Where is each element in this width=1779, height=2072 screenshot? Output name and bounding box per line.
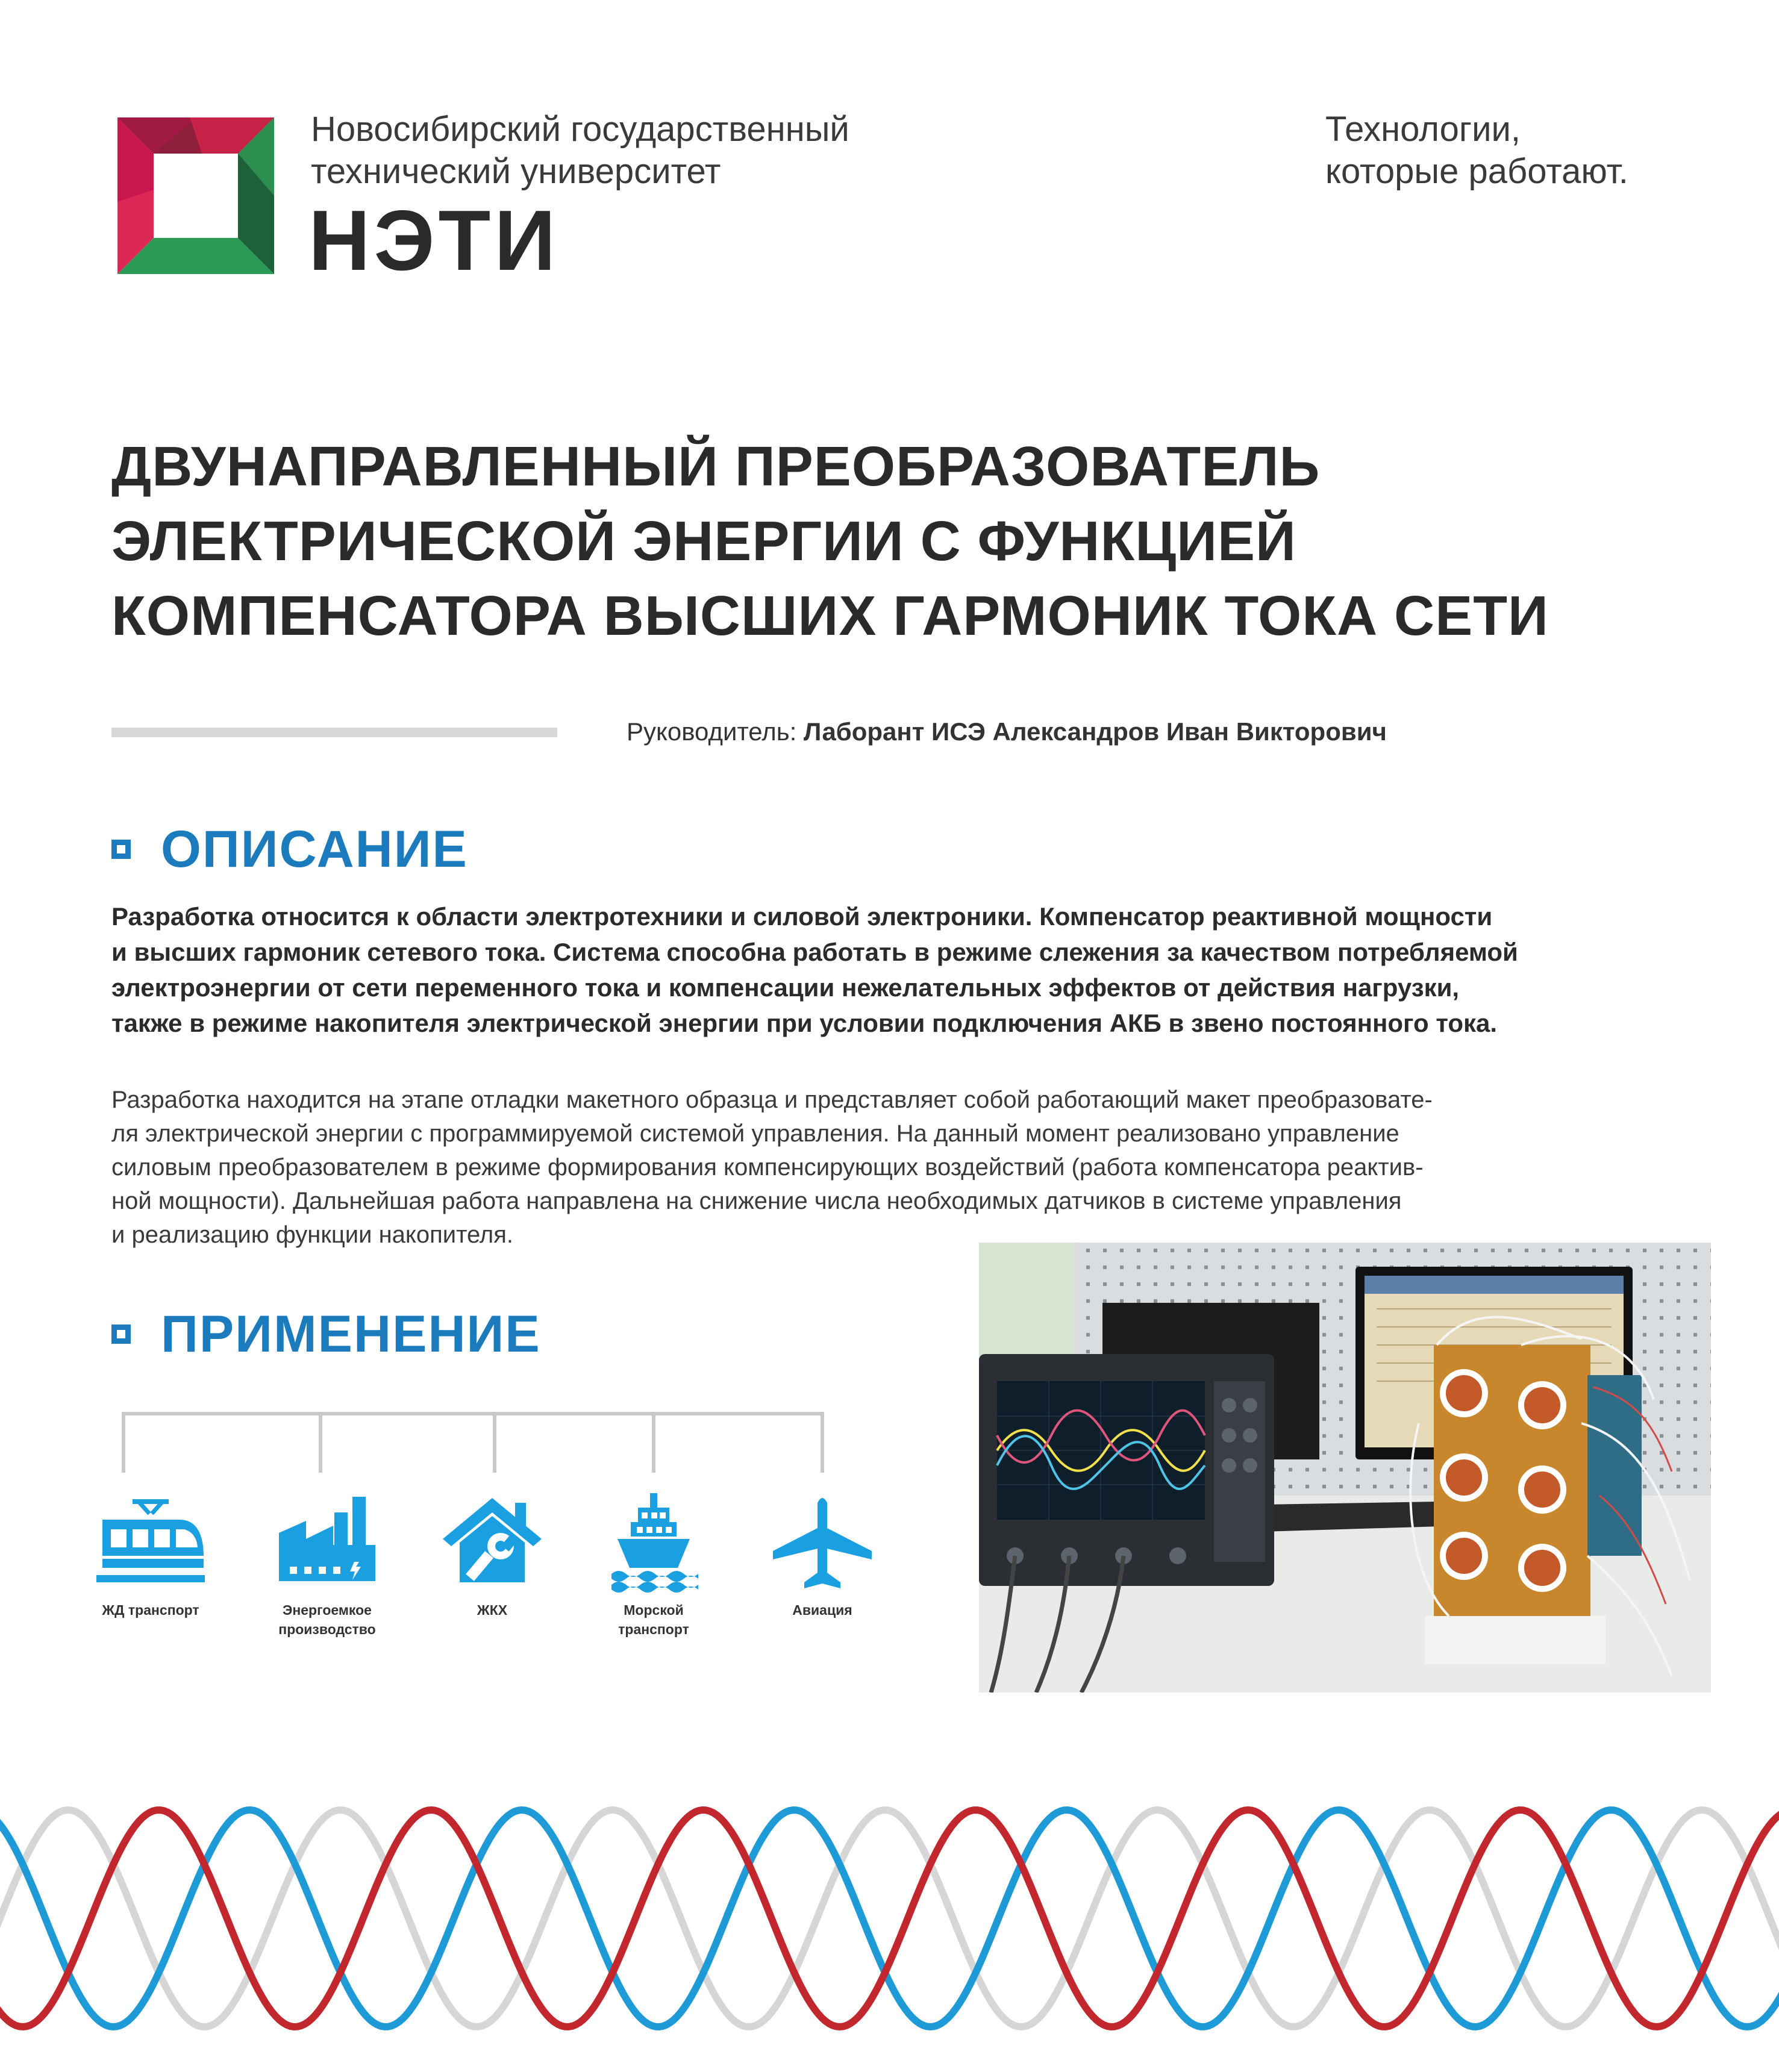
application-label-line: транспорт xyxy=(618,1621,689,1637)
application-label-line: Морской xyxy=(624,1602,684,1618)
description-lead-line: также в режиме накопителя электрической энергии при условии подключения АКБ в звено постоянного тока. xyxy=(111,1009,1498,1037)
application-label xyxy=(563,1600,744,1639)
title-line2: ЭЛЕКТРИЧЕСКОЙ ЭНЕРГИИ С ФУНКЦИЕЙ xyxy=(111,510,1296,572)
description-body-line: и реализацию функции накопителя. xyxy=(111,1222,514,1248)
description-lead-line: Разработка относится к области электротехники и силовой электроники. Компенсатор реактивной мощности xyxy=(111,902,1493,931)
slogan xyxy=(1325,108,1628,193)
decorative-waves xyxy=(0,1765,1779,2072)
university-abbreviation: НЭТИ xyxy=(308,193,560,289)
title-line3: КОМПЕНСАТОРА ВЫСШИХ ГАРМОНИК ТОКА СЕТИ xyxy=(111,584,1549,647)
square-bullet-icon xyxy=(111,840,131,859)
description-lead-line: и высших гармоник сетевого тока. Система способна работать в режиме слежения за качеством потребляемой xyxy=(111,938,1518,966)
description-body xyxy=(111,1083,1654,1252)
description-lead-line: электроэнергии от сети переменного тока и компенсации нежелательных эффектов от действия нагрузки, xyxy=(111,973,1460,1002)
university-full-name xyxy=(311,108,849,193)
slogan-line1: Технологии, xyxy=(1325,110,1521,149)
university-name-line1: Новосибирский государственный xyxy=(311,110,849,149)
description-body-line: силовым преобразователем в режиме формирования компенсирующих воздействий (работа компенсатора реактив- xyxy=(111,1154,1424,1181)
application-item-aviation xyxy=(732,1491,913,1620)
wave-line-2 xyxy=(0,1810,1779,2027)
application-label-line: ЖКХ xyxy=(477,1602,508,1618)
section-title: ПРИМЕНЕНИЕ xyxy=(161,1305,541,1363)
university-name-line2: технический университет xyxy=(311,152,721,191)
supervisor-name: Лаборант ИСЭ Александров Иван Викторович xyxy=(803,717,1387,746)
supervisor xyxy=(627,714,1387,750)
house-wrench-icon xyxy=(438,1491,546,1593)
application-label-line: ЖД транспорт xyxy=(102,1602,199,1618)
section-title: ОПИСАНИЕ xyxy=(161,820,468,878)
ship-icon xyxy=(599,1491,708,1593)
application-item-rail xyxy=(60,1491,241,1620)
description-body-line: ной мощности). Дальнейшая работа направлена на снижение числа необходимых датчиков в системе управления xyxy=(111,1188,1402,1214)
airplane-icon xyxy=(768,1491,877,1593)
title-line1: ДВУНАПРАВЛЕННЫЙ ПРЕОБРАЗОВАТЕЛЬ xyxy=(111,435,1321,498)
section-description-heading xyxy=(111,816,468,882)
square-bullet-icon xyxy=(111,1325,131,1344)
application-item-industry xyxy=(237,1491,417,1639)
application-label-line: производство xyxy=(278,1621,376,1637)
description-lead xyxy=(111,899,1654,1041)
prototype-photo xyxy=(979,1243,1711,1693)
application-label xyxy=(237,1600,417,1639)
application-label-line: Авиация xyxy=(792,1602,852,1618)
application-item-marine xyxy=(563,1491,744,1639)
application-connector-tree xyxy=(111,1406,858,1479)
section-application-heading xyxy=(111,1301,541,1367)
poster-title xyxy=(111,429,1726,653)
supervisor-label: Руководитель: xyxy=(627,717,797,746)
description-body-line: Разработка находится на этапе отладки макетного образца и представляет собой работающий макет преобразовате- xyxy=(111,1087,1433,1113)
application-label xyxy=(60,1600,241,1620)
slogan-line2: которые работают. xyxy=(1325,152,1628,191)
application-label xyxy=(402,1600,583,1620)
application-label-line: Энергоемкое xyxy=(283,1602,372,1618)
description-body-line: ля электрической энергии с программируемой системой управления. На данный момент реализовано управление xyxy=(111,1120,1399,1147)
divider-bar xyxy=(111,728,557,737)
factory-icon xyxy=(273,1491,381,1593)
application-item-housing xyxy=(402,1491,583,1620)
university-logo xyxy=(117,117,274,274)
train-icon xyxy=(96,1491,205,1593)
application-label xyxy=(732,1600,913,1620)
